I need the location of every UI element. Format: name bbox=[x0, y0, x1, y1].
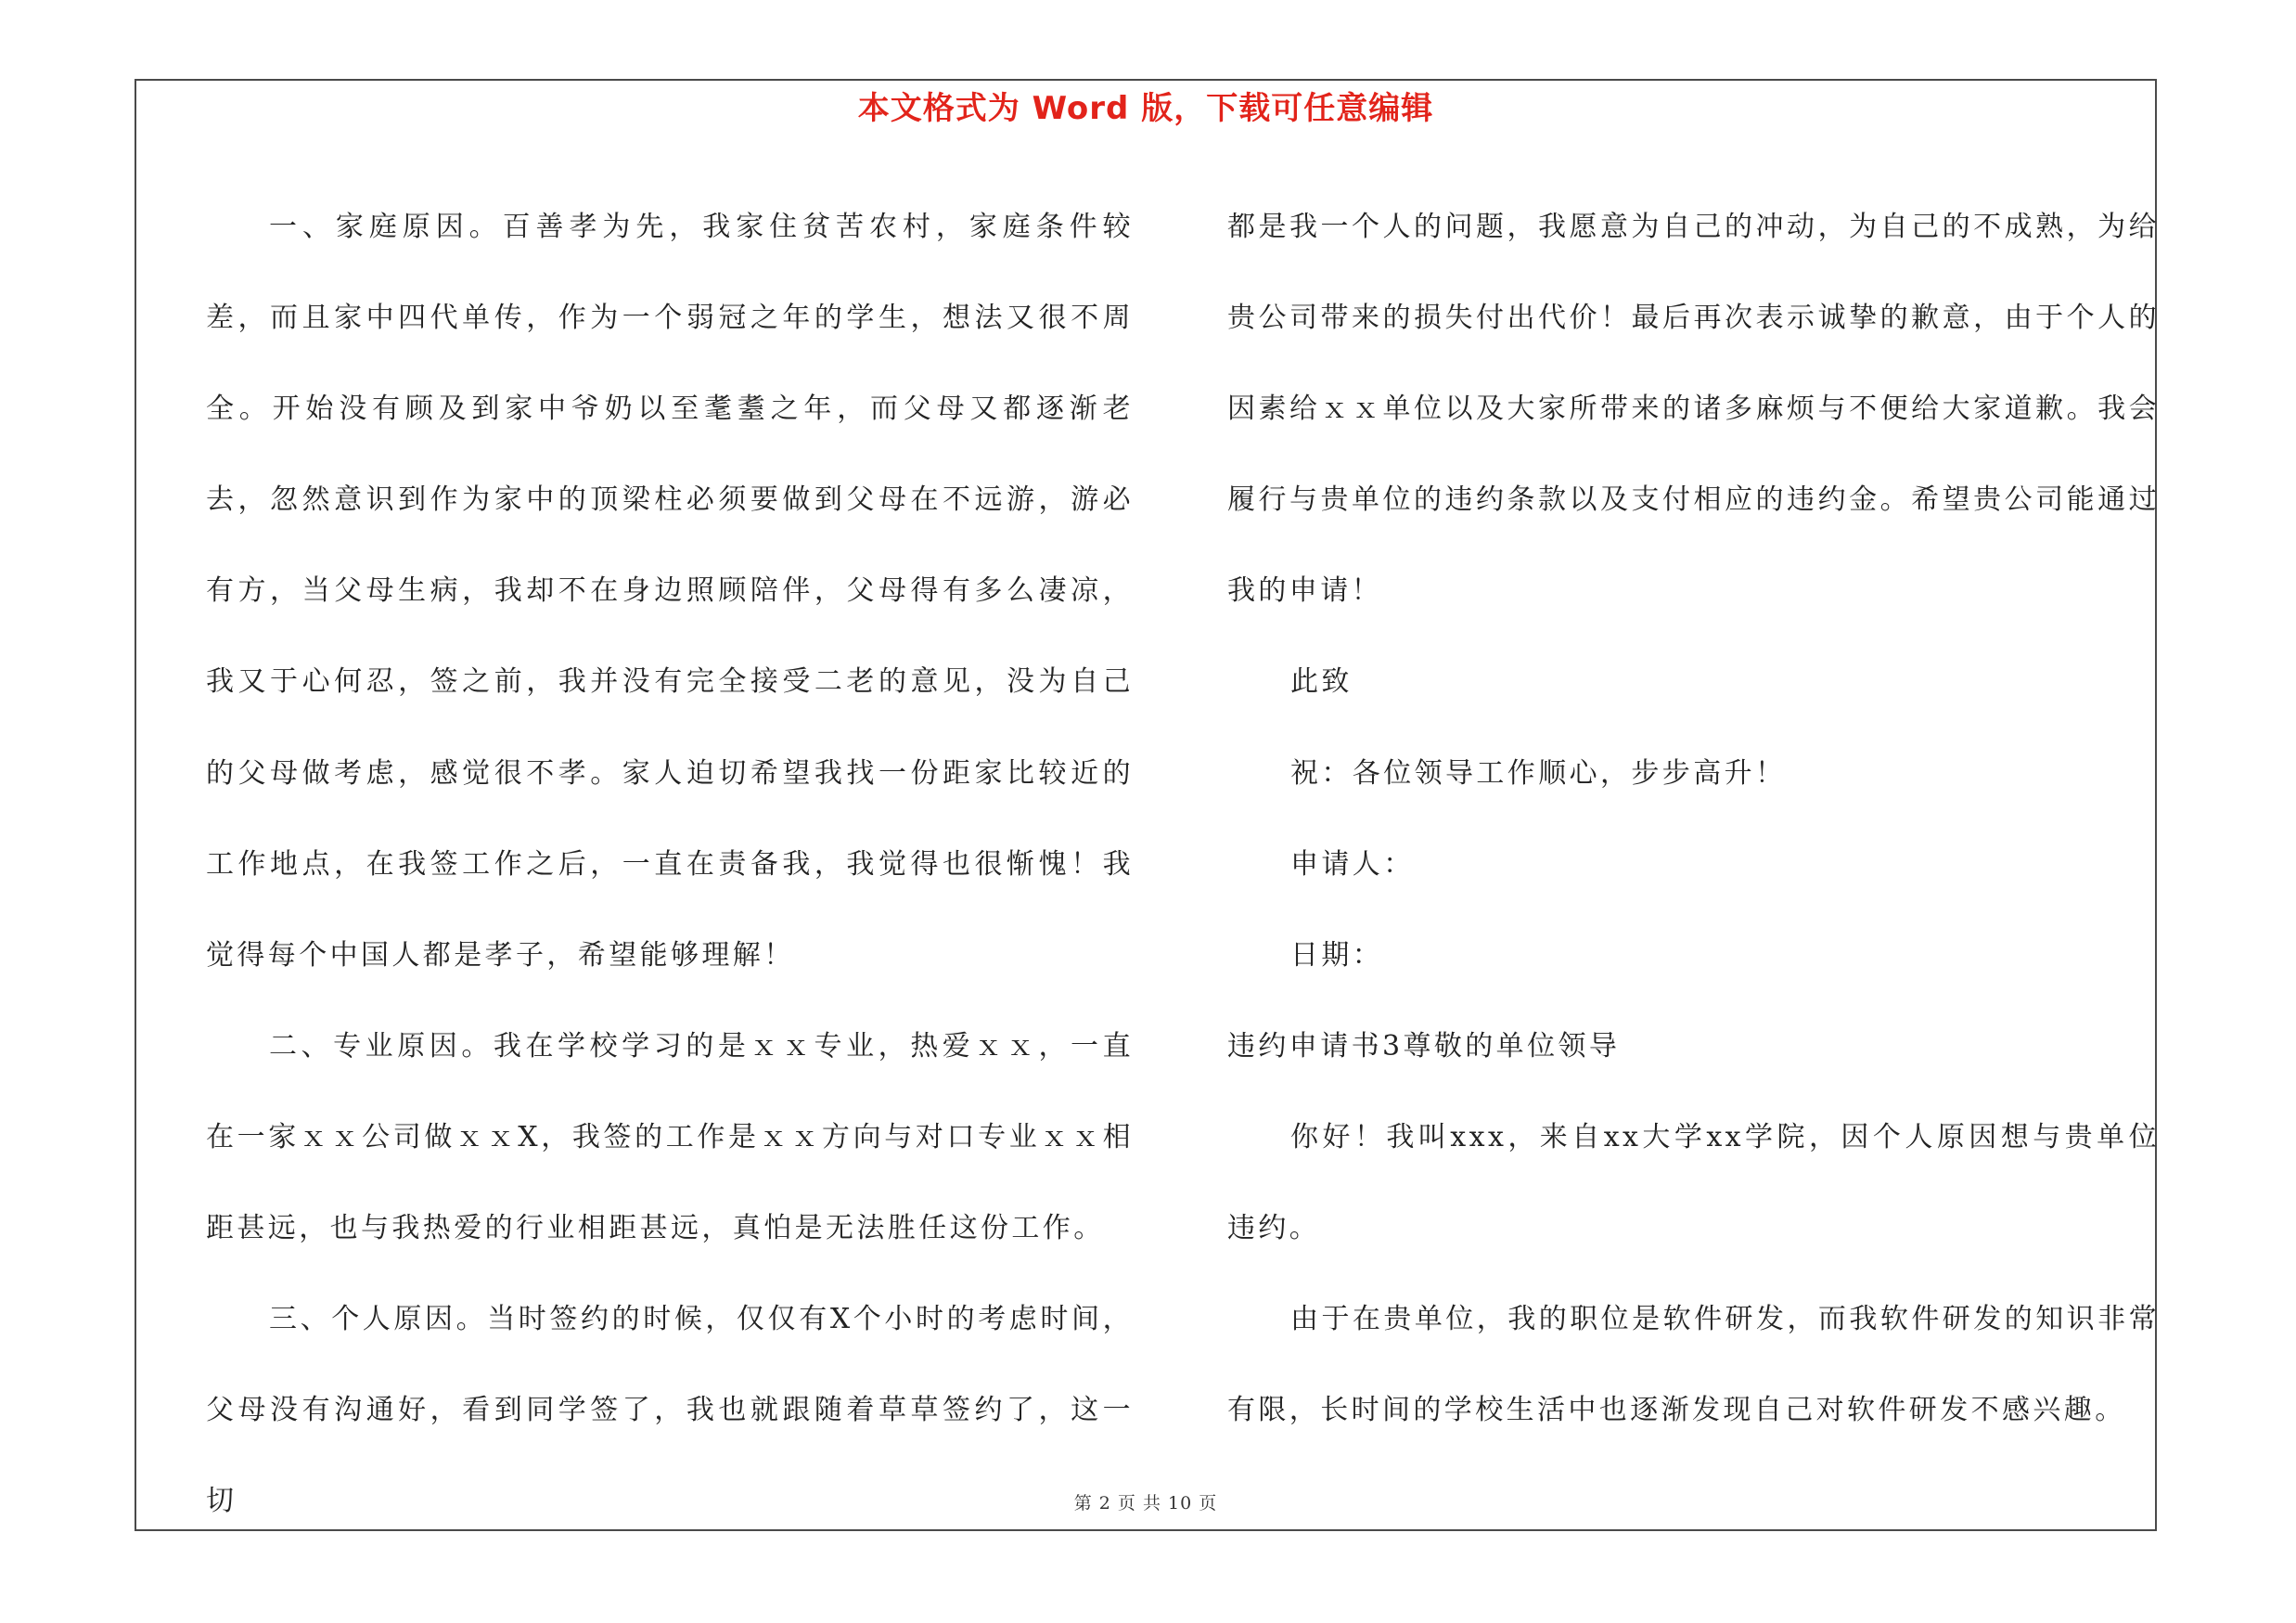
page-number-footer: 第 2 页 共 10 页 bbox=[1073, 1493, 1218, 1514]
paragraph-family-reason: 一、家庭原因。百善孝为先，我家住贫苦农村，家庭条件较差，而且家中四代单传，作为一个弱冠之年的学生，想法又很不周全。开始没有顾及到家中爷奶以至耄耋之年，而父母又都逐渐老去，忽然意识到作为家中的顶梁柱必须要做到父母在不远游，游必有方，当父母生病，我却不在身边照顾陪伴，父母得有多么凄凉，我又于心何忍，签之前，我并没有完全接受二老的意见，没为自己的父母做考虑，感觉很不孝。家人迫切希望我找一份距家比较近的工作地点，在我签工作之后，一直在责备我，我觉得也很惭愧！我觉得每个中国人都是孝子，希望能够理解！ bbox=[206, 211, 1134, 972]
paragraph-continuation: 都是我一个人的问题，我愿意为自己的冲动，为自己的不成熟，为给贵公司带来的损失付出代价！最后再次表示诚挚的歉意，由于个人的因素给ｘｘ单位以及大家所带来的诸多麻烦与不便给大家道歉。我会履行与贵单位的违约条款以及支付相应的违约金。希望贵公司能通过我的申请！ bbox=[1227, 211, 2160, 608]
closing-salutation: 此致 bbox=[1290, 665, 1353, 699]
paragraph-greeting: 你好！我叫xxx，来自xx大学xx学院，因个人原因想与贵单位违约。 bbox=[1227, 1120, 2160, 1245]
applicant-line: 申请人： bbox=[1290, 847, 1415, 881]
right-text-column bbox=[1227, 182, 2160, 1456]
section-heading: 违约申请书3尊敬的单位领导 bbox=[1227, 1029, 1621, 1063]
paragraph-personal-reason: 三、个人原因。当时签约的时候，仅仅有X个小时的考虑时间，父母没有沟通好，看到同学签了，我也就跟随着草草签约了，这一切 bbox=[206, 1303, 1134, 1518]
closing-wishes: 祝：各位领导工作顺心，步步高升！ bbox=[1290, 756, 1787, 790]
format-notice-banner: 本文格式为 Word 版，下载可任意编辑 bbox=[857, 90, 1434, 127]
date-line: 日期： bbox=[1290, 938, 1384, 972]
left-text-column bbox=[206, 182, 1134, 1547]
paragraph-major-reason: 二、专业原因。我在学校学习的是ｘｘ专业，热爱ｘｘ，一直在一家ｘｘ公司做ｘｘX，我签的工作是ｘｘ方向与对口专业ｘｘ相距甚远，也与我热爱的行业相距甚远，真怕是无法胜任这份工作。 bbox=[206, 1029, 1134, 1245]
paragraph-job-reason: 由于在贵单位，我的职位是软件研发，而我软件研发的知识非常有限，长时间的学校生活中也逐渐发现自己对软件研发不感兴趣。 bbox=[1227, 1303, 2160, 1427]
